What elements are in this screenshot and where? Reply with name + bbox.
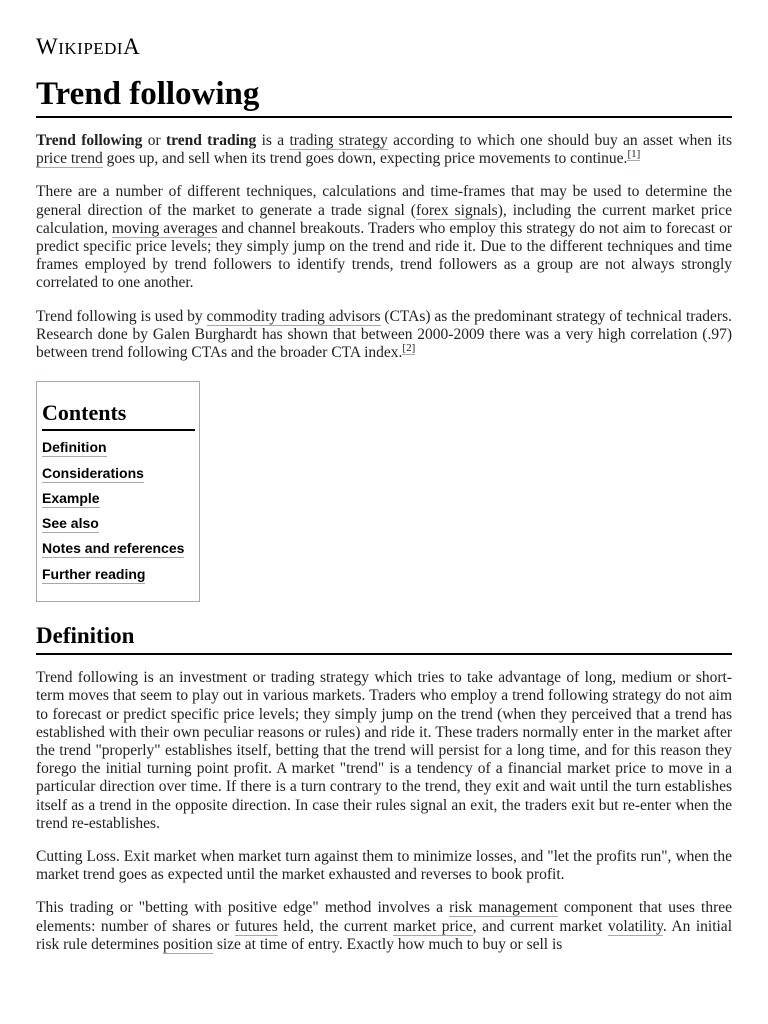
toc-item-notes-and-references[interactable] (42, 538, 199, 563)
wordmark-letter-a: A (123, 34, 141, 59)
toc-item-label: Considerations (42, 464, 144, 481)
link-price-trend[interactable]: price trend (36, 150, 103, 168)
toc-item-considerations[interactable] (42, 463, 199, 488)
text-run: . An initial risk rule determines (36, 917, 732, 953)
reference-2[interactable] (402, 342, 415, 355)
link-volatility[interactable]: volatility (607, 917, 663, 935)
definition-paragraph-2: Cutting Loss. Exit market when market turn against them to minimize losses, and "let the profits run", when the market trend goes as expected until the market exhausted and reverses to book profit. (36, 848, 732, 884)
text-run: component that uses three elements: number of shares or (36, 899, 732, 935)
table-of-contents (36, 381, 200, 602)
wordmark-middle: IKIPEDI (58, 39, 124, 58)
link-commodity-trading-advisors[interactable]: commodity trading advisors (206, 307, 381, 325)
toc-item-definition[interactable] (42, 437, 199, 462)
intro-paragraph-1 (36, 132, 732, 168)
text-run: according to which one should buy an asset when its (387, 132, 732, 149)
section-heading-definition: Definition (36, 622, 732, 655)
text-run: size at time of entry. Exactly how much to buy or sell is (212, 935, 563, 953)
text-run: or (142, 132, 166, 149)
toc-item-label: Further reading (42, 565, 146, 582)
toc-item-label: Example (42, 489, 100, 506)
toc-item-example[interactable] (42, 488, 199, 513)
toc-item-label: Definition (42, 439, 107, 456)
toc-title: Contents (42, 400, 195, 431)
bold-term-trend-trading: trend trading (165, 132, 257, 149)
link-moving-averages[interactable]: moving averages (111, 219, 218, 237)
intro-paragraph-2 (36, 183, 732, 292)
text-run: is a (256, 132, 290, 149)
reference-label: [1] (627, 148, 641, 161)
reference-label: [2] (402, 341, 416, 354)
text-run: ), including the current market price calculation, (36, 201, 733, 237)
link-risk-management[interactable]: risk management (449, 899, 558, 917)
link-position[interactable]: position (162, 935, 213, 953)
link-futures[interactable]: futures (234, 917, 278, 935)
toc-item-further-reading[interactable] (42, 564, 199, 589)
bold-term-trend-following: Trend following (36, 132, 143, 149)
toc-item-label: Notes and references (42, 540, 185, 557)
text-run: Trend following is used by (36, 307, 207, 325)
text-run: goes up, and sell when its trend goes down, expecting price movements to continue. (102, 150, 628, 168)
text-run: held, the current (277, 917, 394, 935)
text-run: , and current market (472, 917, 608, 935)
page-title: Trend following (36, 74, 732, 118)
toc-item-see-also[interactable] (42, 513, 199, 538)
toc-list (42, 437, 199, 589)
intro-paragraph-3 (36, 308, 732, 363)
text-run: and channel breakouts. Traders who employ this strategy do not aim to forecast or predict specific price levels; they simply jump on the trend and ride it. Due to the different techniques and time frames employed by trend followers to identify trends, trend followers as a group are not always strongly correlated to one another. (36, 219, 733, 292)
link-forex-signals[interactable]: forex signals (415, 201, 498, 219)
wikipedia-wordmark[interactable] (36, 0, 732, 64)
text-run: (CTAs) as the predominant strategy of technical traders. Research done by Galen Burghardt has shown that between 2000-2009 there was a very high correlation (.97) between trend following CTAs and the broader CTA index. (36, 307, 732, 362)
definition-paragraph-3 (36, 899, 732, 954)
link-market-price[interactable]: market price (393, 917, 473, 935)
link-trading-strategy[interactable]: trading strategy (289, 132, 388, 149)
text-run: This trading or "betting with positive edge" method involves a (36, 899, 450, 917)
definition-paragraph-1: Trend following is an investment or trading strategy which tries to take advantage of long, medium or short-term moves that seem to play out in various markets. Traders who employ a trend following strategy do not aim to forecast or predict specific price levels; they simply jump on the trend (when they perceived that a trend has established with their own peculiar reasons or rules) and ride it. These traders normally enter in the market after the trend "properly" establishes itself, betting that the trend will persist for a long time, and for this reason they forego the initial turning point profit. A market "trend" is a tendency of a financial market price to move in a particular direction over time. If there is a turn contrary to the trend, they exit and wait until the turn establishes itself as a trend in the opposite direction. In case their rules signal an exit, the traders exit but re-enter when the trend re-establishes. (36, 669, 732, 832)
text-run: There are a number of different techniques, calculations and time-frames that may be used to determine the general direction of the market to generate a trade signal ( (36, 183, 732, 219)
reference-1[interactable] (627, 148, 640, 161)
toc-item-label: See also (42, 515, 99, 532)
wordmark-letter-w: W (36, 34, 59, 59)
